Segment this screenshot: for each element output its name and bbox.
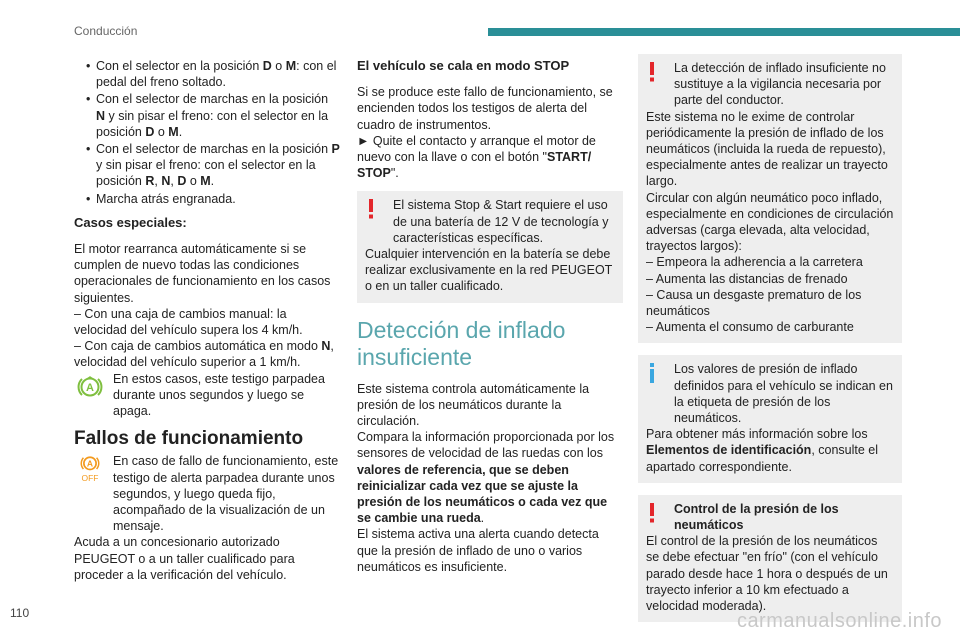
detection-comparison: Compara la información proporcionada por los sensores de velocidad de las ruedas con los valores de referencia, que se deben reinicializar cada vez que se ajuste la presión de los neumáticos o cada vez que se cambie una rueda. xyxy=(357,430,615,526)
stall-text: Si se produce este fallo de funcionamiento, se encienden todos los testigos de alerta del cuadro de instrumentos. xyxy=(357,85,613,132)
watermark: carmanualsonline.info xyxy=(736,610,942,632)
list-item: – Empeora la adherencia a la carretera xyxy=(646,255,863,270)
stop-start-green-icon xyxy=(74,371,106,403)
svg-text:A: A xyxy=(86,381,94,394)
svg-text:A: A xyxy=(86,459,94,470)
column-3 xyxy=(638,54,902,634)
detection-alert: El sistema activa una alerta cuando detecta que la presión de inflado de uno o varios neumáticos es insuficiente. xyxy=(357,527,599,574)
stop-start-indicator-note: A En estos casos, este testigo parpadea durante unos segundos y luego se apaga. xyxy=(74,371,340,420)
stall-heading: El vehículo se cala en modo STOP xyxy=(357,58,570,73)
header-accent-bar xyxy=(488,28,960,36)
list-item: • Con el selector de marchas en la posición N y sin pisar el freno: con el selector en la posición D o M. xyxy=(74,91,340,140)
detection-heading: Detección de inflado insuficiente xyxy=(357,316,566,370)
warning-exclamation-icon xyxy=(648,503,656,523)
special-cases-heading: Casos especiales: xyxy=(74,214,187,230)
list-item: – Aumenta las distancias de frenado xyxy=(646,271,848,286)
special-cases-intro: El motor rearranca automáticamente si se cumplen de nuevo todas las condiciones operacionales de funcionamiento en los casos siguientes. xyxy=(74,242,331,305)
warning-exclamation-icon xyxy=(648,62,656,82)
faults-indicator-note: A OFF En caso de fallo de funcionamiento, este testigo de alerta parpadea durante unos segundos, y luego queda fijo, acompañado de la visualización de un mensaje. xyxy=(74,453,340,534)
list-item: – Aumenta el consumo de carburante xyxy=(646,320,854,335)
page-number: 110 xyxy=(10,606,30,620)
column-1 xyxy=(74,58,340,583)
svg-text:OFF: OFF xyxy=(81,473,99,484)
list-item: • Con el selector en la posición D o M: con el pedal del freno soltado. xyxy=(74,58,340,90)
special-case-automatic: – Con caja de cambios automática en modo N, velocidad del vehículo superior a 1 km/h. xyxy=(74,339,334,370)
stall-action: ► Quite el contacto y arranque el motor de nuevo con la llave o con el botón "START/ STOP". xyxy=(357,133,596,181)
battery-warning-box: El sistema Stop & Start requiere el uso de una batería de 12 V de tecnología y características específicas. Cualquier intervención en la batería se debe realizar exclusivamente en la red PEUGEOT o en un taller cualificado. xyxy=(357,191,623,302)
list-item: – Causa un desgaste prematuro de los neumáticos xyxy=(646,287,862,319)
stop-start-off-warning-icon xyxy=(74,453,106,485)
section-title: Conducción xyxy=(74,24,138,38)
condition-list xyxy=(74,58,340,207)
warning-exclamation-icon xyxy=(367,199,375,219)
info-icon xyxy=(648,363,656,383)
faults-heading: Fallos de funcionamiento xyxy=(74,428,304,450)
special-case-manual: – Con una caja de cambios manual: la velocidad del vehículo supera los 4 km/h. xyxy=(74,306,303,338)
column-2 xyxy=(357,58,623,575)
detection-intro: Este sistema controla automáticamente la presión de los neumáticos durante la circulación. xyxy=(357,381,590,429)
pressure-info-box: Los valores de presión de inflado definidos para el vehículo se indican en la etiqueta de presión de los neumáticos. Para obtener más información sobre los Elementos de identificación, consulte el apartado correspondiente. xyxy=(638,355,902,482)
faults-dealer-text: Acuda a un concesionario autorizado PEUGEOT o a un taller cualificado para proceder a la verificación del vehículo. xyxy=(74,535,295,582)
pressure-control-box: Control de la presión de los neumáticos El control de la presión de los neumáticos se debe efectuar "en frío" (con el vehículo parado desde hace 1 hora o después de un trayecto inferior a 10 km efectuado a velocidad moderada). xyxy=(638,495,902,622)
list-item: • Con el selector de marchas en la posición P y sin pisar el freno: con el selector en la posición R, N, D o M. xyxy=(74,141,340,190)
list-item: • Marcha atrás engranada. xyxy=(74,191,340,207)
inflation-warning-box: La detección de inflado insuficiente no sustituye a la vigilancia necesaria por parte del conductor. Este sistema no le exime de controlar periódicamente la presión de inflado de los neumáticos (incluida la rueda de repuesto), especialmente antes de realizar un trayecto largo. Circular con algún neumático poco inflado, especialmente en condiciones de circulación adversas (carga elevada, alta velocidad, trayectos largos): – Empeora la adherencia a la carretera – Aumenta las distancias de frenado – Causa un desgaste prematuro de los neumáticos – Aumenta el consumo de carburante xyxy=(638,54,902,343)
